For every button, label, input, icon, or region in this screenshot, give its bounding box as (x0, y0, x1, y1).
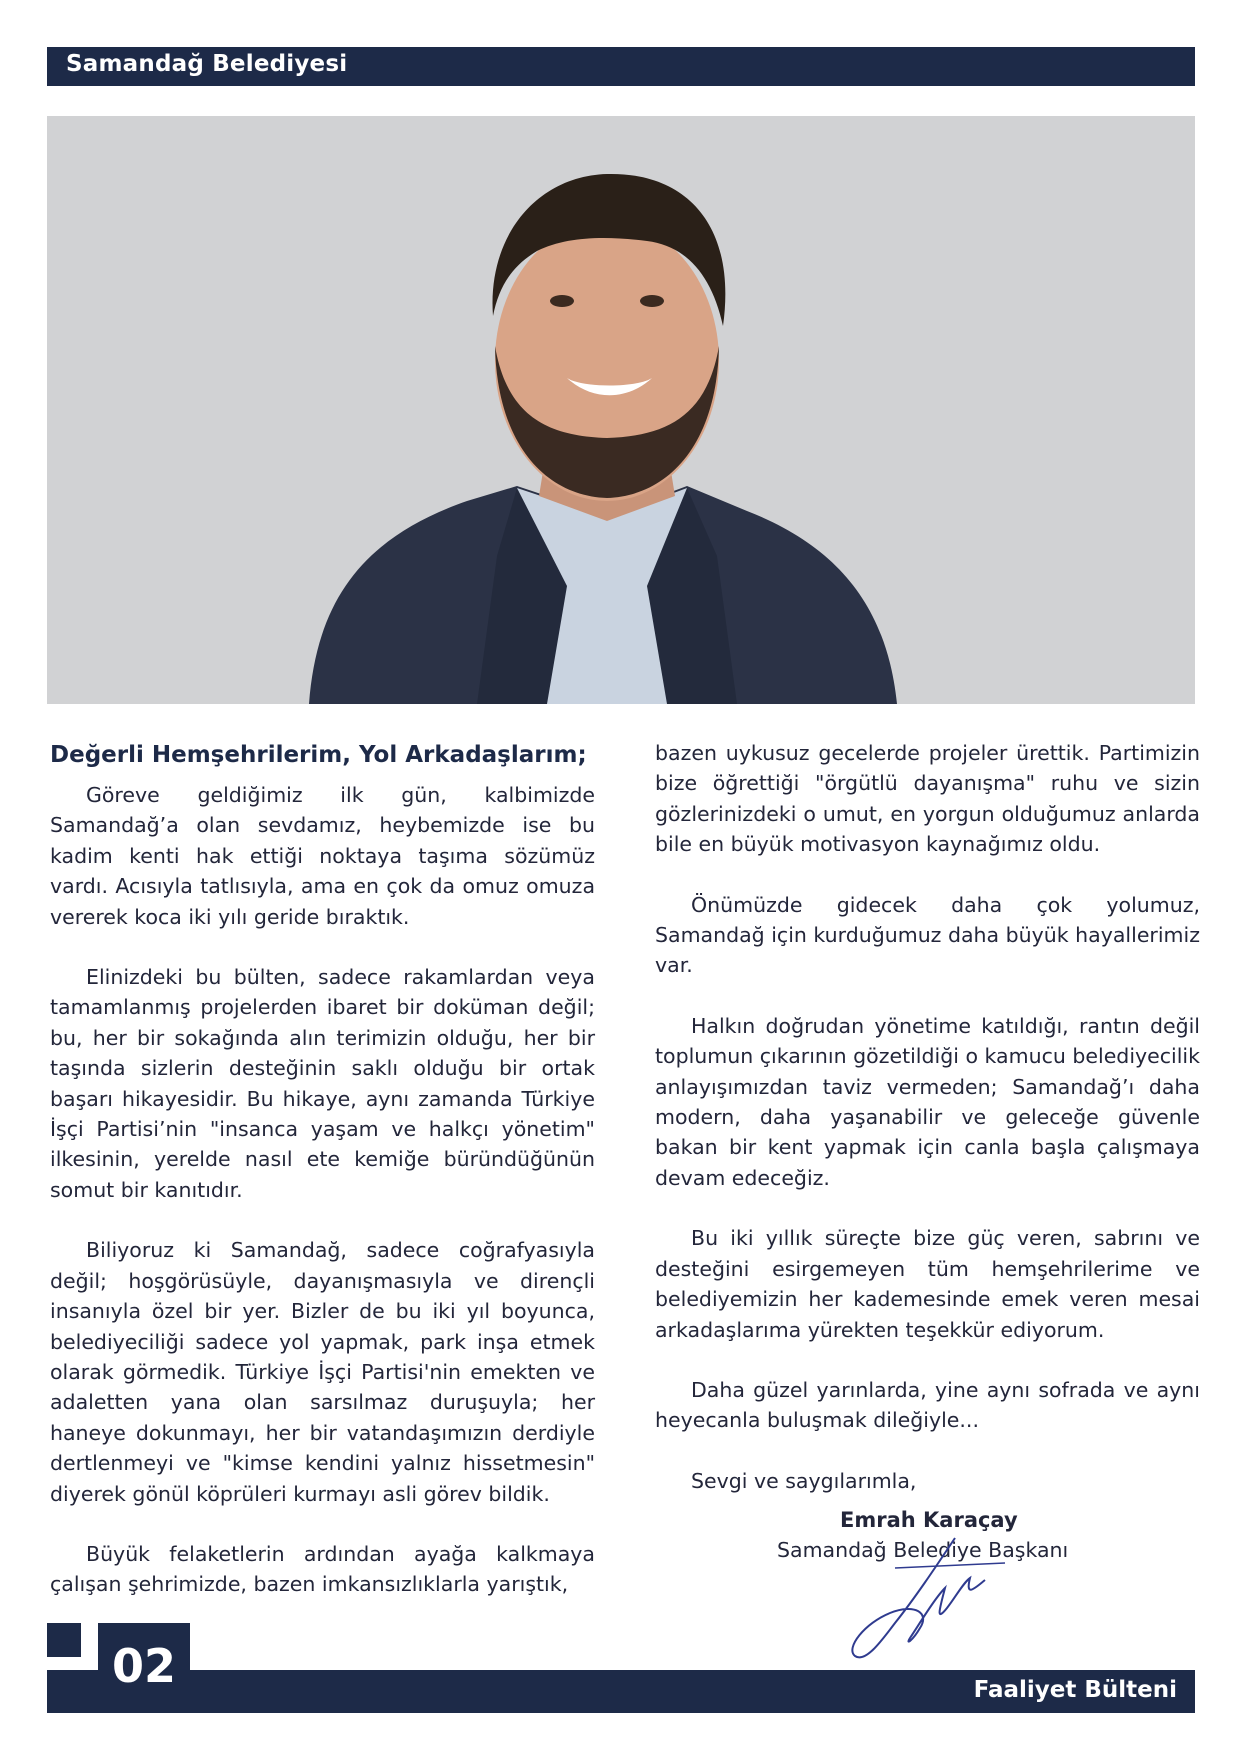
letter-paragraph: Bu iki yıllık süreçte bize güç veren, sabrını ve desteğini esirgemeyen tüm hemşehrilerime ve belediyemizin her kademesinde emek veren mesai arkadaşlarıma yürekten teşekkür ediyorum. (655, 1226, 1200, 1342)
footer-corner-square (47, 1623, 81, 1657)
letter-paragraph: bazen uykusuz gecelerde projeler ürettik. Partimizin bize öğrettiği "örgütlü dayanışma" ruhu ve sizin gözlerinizdeki o umut, en yorgun olduğumuz anlarda bile en büyük motivasyon kaynağımız oldu. (655, 741, 1200, 857)
letter-closing: Sevgi ve saygılarımla, (691, 1468, 917, 1493)
handwritten-signature (835, 1528, 1015, 1678)
header-bar (47, 47, 1195, 86)
signature-block (655, 1508, 1200, 1688)
letter-right-column (655, 738, 1200, 1502)
letter-paragraph: Biliyoruz ki Samandağ, sadece coğrafyasıyla değil; hoşgörüsüyle, dayanışmasıyla ve dirençli insanıyla özel bir yer. Bizler de bu iki yıl boyunca, belediyeciliği sadece yol yapmak, park inşa etmek olarak görmedik. Türkiye İşçi Partisi'nin emekten ve adaletten yana olan sarsılmaz duruşuyla; her haneye dokunmayı, her bir vatandaşımızın derdiyle dertlenmeyi ve "kimse kendini yalnız hissetmesin" diyerek gönül köprüleri kurmayı asli görev bildik. (50, 1238, 595, 1506)
header-title: Samandağ Belediyesi (66, 51, 348, 77)
portrait-photo (47, 116, 1195, 704)
letter-paragraph: Daha güzel yarınlarda, yine aynı sofrada ve aynı heyecanla buluşmak dileğiyle... (655, 1377, 1200, 1433)
signer-name: Emrah Karaçay (840, 1508, 1018, 1532)
letter-left-column (50, 740, 595, 1630)
page-number: 02 (111, 1639, 176, 1693)
letter-paragraph: Göreve geldiğimiz ilk gün, kalbimizde Samandağ’a olan sevdamız, heybemizde ise bu kadim kenti hak ettiği noktaya taşıma sözümüz vardı. Acısıyla tatlısıyla, ama en çok da omuz omuza vererek koca iki yılı geride bıraktık. (50, 783, 595, 929)
signer-title: Samandağ Belediye Başkanı (777, 1538, 1069, 1562)
letter-paragraph: Elinizdeki bu bülten, sadece rakamlardan veya tamamlanmış projelerden ibaret bir doküman değil; bu, her bir sokağında alın terimizin olduğu, her bir taşında sizlerin desteğinin saklı olduğu bir ortak başarı hikayesidir. Bu hikaye, aynı zamanda Türkiye İşçi Partisi’nin "insanca yaşam ve halkçı yönetim" ilkesinin, yerelde nasıl ete kemiğe büründüğünün somut bir kanıtıdır. (50, 965, 595, 1202)
letter-greeting: Değerli Hemşehrilerim, Yol Arkadaşlarım; (50, 742, 587, 768)
letter-paragraph: Halkın doğrudan yönetime katıldığı, rantın değil toplumun çıkarının gözetildiği o kamucu belediyecilik anlayışımızdan taviz vermeden; Samandağ’ı daha modern, daha yaşanabilir ve geleceğe güvenle bakan bir kent yapmak için canla başla çalışmaya devam edeceğiz. (655, 1013, 1200, 1190)
letter-paragraph: Önümüzde gidecek daha çok yolumuz, Samandağ için kurduğumuz daha büyük hayallerimiz var. (655, 892, 1200, 978)
letter-paragraph: Büyük felaketlerin ardından ayağa kalkmaya çalışan şehrimizde, bazen imkansızlıklarla yarıştık, (50, 1541, 595, 1597)
page-number-box (98, 1623, 190, 1713)
portrait-illustration (47, 116, 1195, 704)
footer-title: Faaliyet Bülteni (973, 1677, 1177, 1703)
footer-bar (47, 1670, 1195, 1713)
